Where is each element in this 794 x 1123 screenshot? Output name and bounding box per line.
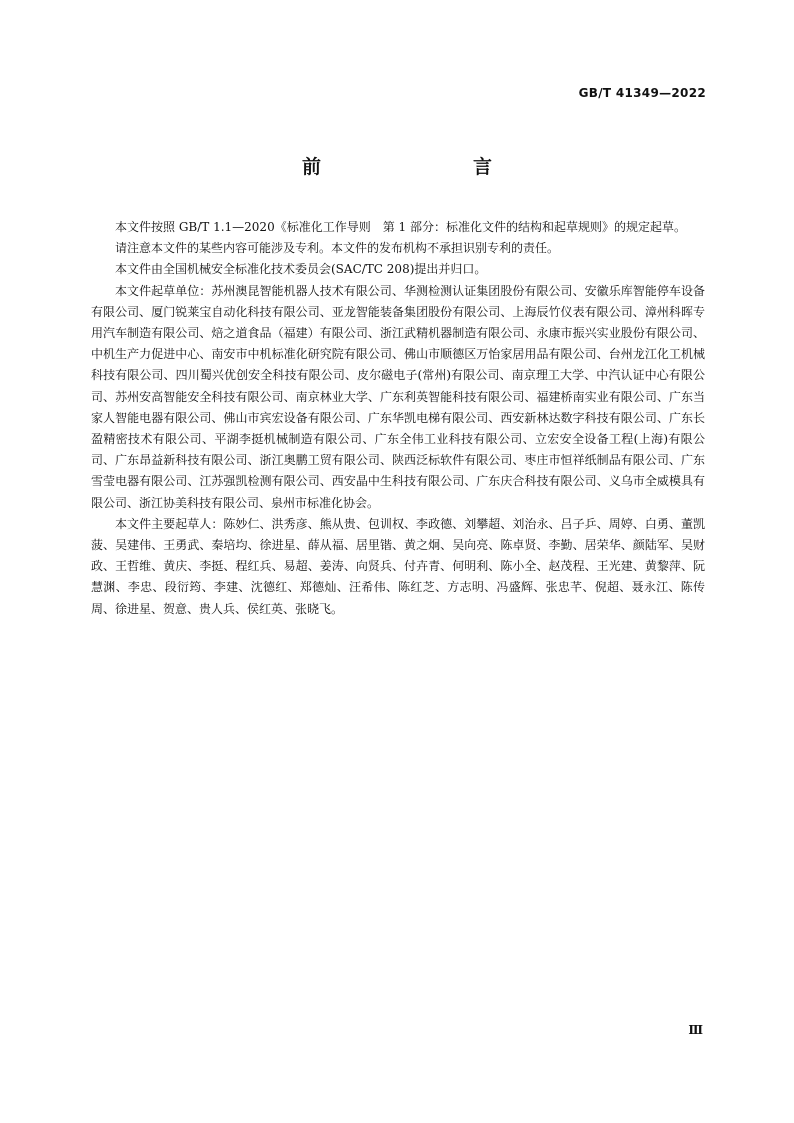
paragraph-drafting-units: 本文件起草单位：苏州澳昆智能机器人技术有限公司、华测检测认证集团股份有限公司、安徽乐库智能停车设备有限公司、厦门锐莱宝自动化科技有限公司、亚龙智能装备集团股份有限公司、上海辰竹仪表有限公司、漳州科晖专用汽车制造有限公司、焙之道食品（福建）有限公司、浙江武精机器制造有限公司、永康市振兴实业股份有限公司、中机生产力促进中心、南安市中机标准化研究院有限公司、佛山市顺德区万怡家居用品有限公司、台州龙江化工机械科技有限公司、四川蜀兴优创安全科技有限公司、皮尔磁电子(常州)有限公司、南京理工大学、中汽认证中心有限公司、苏州安高智能安全科技有限公司、南京林业大学、广东利英智能科技有限公司、福建桥南实业有限公司、广东当家人智能电器有限公司、佛山市宾宏设备有限公司、广东华凯电梯有限公司、西安新林达数字科技有限公司、广东长盈精密技术有限公司、平湖李挺机械制造有限公司、广东全伟工业科技有限公司、立宏安全设备工程(上海)有限公司、广东昂益新科技有限公司、浙江奥鹏工贸有限公司、陕西泛标软件有限公司、枣庄市恒祥纸制品有限公司、广东雪莹电器有限公司、江苏强凯检测有限公司、西安晶中生科技有限公司、广东庆合科技有限公司、义乌市全威模具有限公司、浙江协美科技有限公司、泉州市标准化协会。 [91,283,705,510]
document-body [91,217,705,620]
page-number: Ⅲ [688,1023,703,1037]
page-title: 前 言 [301,156,530,178]
standard-code: GB/T 41349—2022 [578,86,706,100]
paragraph-drafting-rules: 本文件按照 GB/T 1.1—2020《标准化工作导则 第 1 部分：标准化文件的结构和起草规则》的规定起草。 [115,220,686,234]
paragraph-proposer: 本文件由全国机械安全标准化技术委员会(SAC/TC 208)提出并归口。 [115,262,487,277]
paragraph-patent-notice: 请注意本文件的某些内容可能涉及专利。本文件的发布机构不承担识别专利的责任。 [115,241,560,256]
paragraph-main-drafters: 本文件主要起草人：陈妙仁、洪秀彦、熊从贵、包训权、李政德、刘攀超、刘治永、吕子乒、周婷、白勇、董凯菠、吴建伟、王勇武、秦培均、徐进星、薛从福、居里锴、黄之炯、吴向亮、陈卓贤、李勤、居荣华、颜陆军、吴财政、王哲维、黄庆、李挺、程红兵、易超、姜涛、向贤兵、付卉青、何明利、陈小全、赵茂程、王光建、黄黎萍、阮慧渊、李忠、段衍筠、李建、沈德红、郑德灿、汪希伟、陈红芝、方志明、冯盛辉、张忠芊、倪超、聂永江、陈传周、徐进星、贺意、贵人兵、侯红英、张晓飞。 [91,516,705,616]
